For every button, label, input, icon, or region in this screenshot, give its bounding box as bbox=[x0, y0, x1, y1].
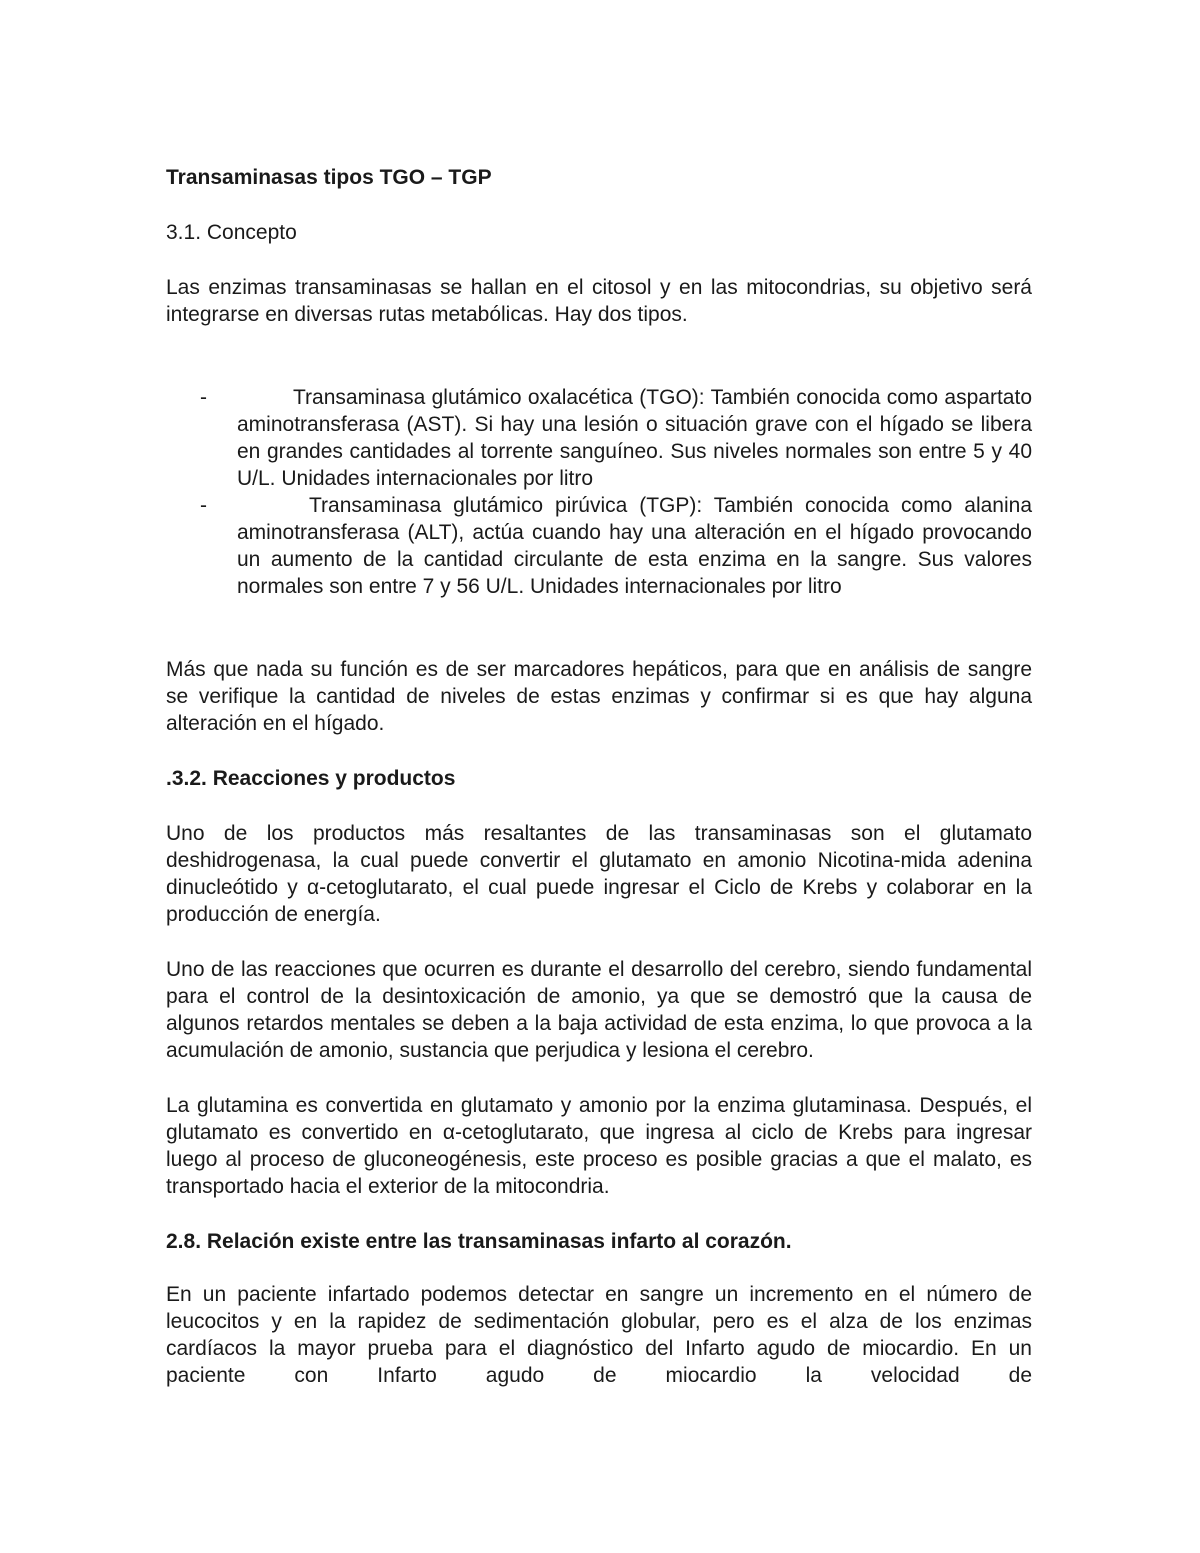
section-heading-relacion-infarto: 2.8. Relación existe entre las transaminasas infarto al corazón. bbox=[166, 1230, 792, 1253]
document-title: Transaminasas tipos TGO – TGP bbox=[166, 166, 492, 189]
document-body bbox=[166, 164, 1032, 1389]
section-heading-concepto: 3.1. Concepto bbox=[166, 221, 297, 244]
list-item-tgo bbox=[166, 384, 1032, 492]
concepto-closing-paragraph: Más que nada su función es de ser marcadores hepáticos, para que en análisis de sangre se verifique la cantidad de niveles de estas enzimas y confirmar si es que hay alguna alteración en el hígado. bbox=[166, 658, 1032, 735]
concepto-intro-paragraph: Las enzimas transaminasas se hallan en el citosol y en las mitocondrias, su objetivo será integrarse en diversas rutas metabólicas. Hay dos tipos. bbox=[166, 276, 1032, 326]
infarto-paragraph: En un paciente infartado podemos detectar en sangre un incremento en el número de leucocitos y en la rapidez de sedimentación globular, pero es el alza de los enzimas cardíacos la mayor prueba para el diagnóstico del Infarto agudo de miocardio. En un paciente con Infarto agudo de miocardio la velocidad de bbox=[166, 1283, 1032, 1387]
dash-bullet: - bbox=[200, 386, 207, 409]
section-heading-reacciones: .3.2. Reacciones y productos bbox=[166, 767, 456, 790]
transaminase-types-list bbox=[166, 384, 1032, 600]
list-item-tgo-text: Transaminasa glutámico oxalacética (TGO): También conocida como aspartato aminotransferasa (AST). Si hay una lesión o situación grave con el hígado se libera en grandes cantidades al torrente sanguíneo. Sus niveles normales son entre 5 y 40 U/L. Unidades internacionales por litro bbox=[237, 386, 1032, 490]
list-item-tgp-text: Transaminasa glutámico pirúvica (TGP): También conocida como alanina aminotransferasa (ALT), actúa cuando hay una alteración en el hígado provocando un aumento de la cantidad circulante de esta enzima en la sangre. Sus valores normales son entre 7 y 56 U/L. Unidades internacionales por litro bbox=[237, 494, 1032, 598]
list-item-tgp bbox=[166, 492, 1032, 600]
reacciones-paragraph-2: Uno de las reacciones que ocurren es durante el desarrollo del cerebro, siendo fundamental para el control de la desintoxicación de amonio, ya que se demostró que la causa de algunos retardos mentales se deben a la baja actividad de esta enzima, lo que provoca a la acumulación de amonio, sustancia que perjudica y lesiona el cerebro. bbox=[166, 958, 1032, 1062]
dash-bullet: - bbox=[200, 494, 207, 517]
reacciones-paragraph-1: Uno de los productos más resaltantes de las transaminasas son el glutamato deshidrogenasa, la cual puede convertir el glutamato en amonio Nicotina-mida adenina dinucleótido y α-cetoglutarato, el cual puede ingresar el Ciclo de Krebs y colaborar en la producción de energía. bbox=[166, 822, 1032, 926]
reacciones-paragraph-3: La glutamina es convertida en glutamato y amonio por la enzima glutaminasa. Después, el glutamato es convertido en α-cetoglutarato, que ingresa al ciclo de Krebs para ingresar luego al proceso de gluconeogénesis, este proceso es posible gracias a que el malato, es transportado hacia el exterior de la mitocondria. bbox=[166, 1094, 1032, 1198]
